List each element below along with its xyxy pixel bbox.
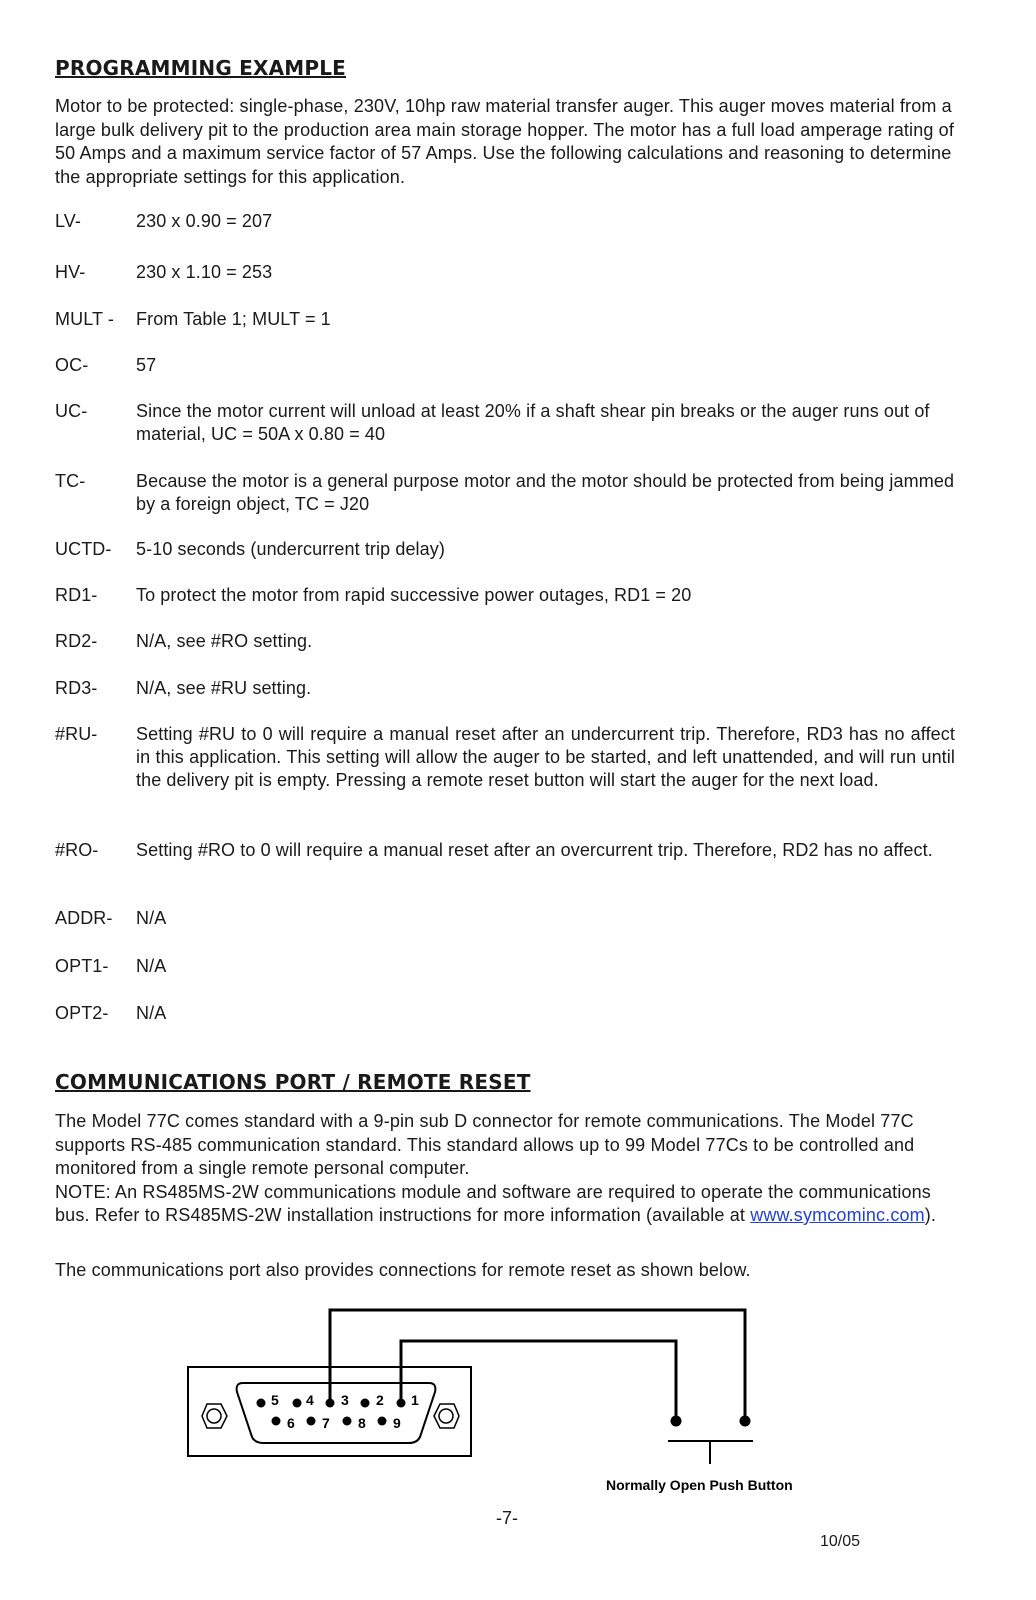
setting-text: From Table 1; MULT = 1	[136, 309, 331, 329]
pin-4-label: 4	[306, 1392, 314, 1408]
setting-label: RD2-	[55, 631, 98, 651]
pin-9-dot	[378, 1417, 387, 1426]
remote-reset-paragraph: The communications port also provides connections for remote reset as shown below.	[55, 1260, 751, 1280]
note-text: NOTE: An RS485MS-2W communications module and software are required to operate the communications bus. Refer to RS485MS-2W installation instructions for more information (available at	[55, 1181, 931, 1225]
button-contact-left	[671, 1416, 682, 1427]
communications-intro: The Model 77C comes standard with a 9-pin sub D connector for remote communications. The Model 77C supports RS-485 communication standard. This standard allows up to 99 Model 77Cs to be controlled and monitored from a single remote personal computer.	[55, 1111, 915, 1178]
setting-text: 230 x 1.10 = 253	[136, 262, 273, 282]
setting-label: OC-	[55, 355, 89, 375]
setting-text: Setting #RU to 0 will require a manual reset after an undercurrent trip. Therefore, RD3 has no affect in this application. This setting will allow the auger to be started, and left unattended, and will run until the delivery pit is empty. Pressing a remote reset button will start the auger for the next load.	[136, 724, 955, 790]
setting-text: N/A, see #RO setting.	[136, 631, 313, 651]
setting-label: RD3-	[55, 678, 98, 698]
setting-text: N/A	[136, 956, 167, 976]
communications-paragraph	[55, 1110, 955, 1228]
setting-text: Setting #RO to 0 will require a manual reset after an overcurrent trip. Therefore, RD2 has no affect.	[136, 840, 933, 860]
pin-5-label: 5	[271, 1392, 279, 1408]
setting-label: LV-	[55, 211, 81, 231]
setting-text: N/A	[136, 1003, 167, 1023]
intro-paragraph: Motor to be protected: single-phase, 230V, 10hp raw material transfer auger. This auger moves material from a large bulk delivery pit to the production area main storage hopper. The motor has a full load amperage rating of 50 Amps and a maximum service factor of 57 Amps. Use the following calculations and reasoning to determine the appropriate settings for this application.	[55, 96, 954, 187]
pin-3-label: 3	[341, 1392, 349, 1408]
pin-4-dot	[293, 1399, 302, 1408]
setting-label: UCTD-	[55, 539, 112, 559]
programming-example-heading: PROGRAMMING EXAMPLE	[55, 56, 347, 80]
pin-7-dot	[307, 1417, 316, 1426]
pin-7-label: 7	[322, 1415, 330, 1431]
pin-6-dot	[272, 1417, 281, 1426]
setting-label: #RO-	[55, 840, 99, 860]
setting-label: HV-	[55, 262, 86, 282]
pin-1-label: 1	[411, 1392, 419, 1408]
pin-6-label: 6	[287, 1415, 295, 1431]
push-button-label: Normally Open Push Button	[606, 1477, 793, 1493]
pin-8-dot	[343, 1417, 352, 1426]
setting-label: UC-	[55, 401, 88, 421]
communications-heading: COMMUNICATIONS PORT / REMOTE RESET	[55, 1070, 531, 1094]
setting-label: TC-	[55, 471, 86, 491]
setting-label: OPT1-	[55, 956, 109, 976]
setting-text: 230 x 0.90 = 207	[136, 211, 273, 231]
setting-label: ADDR-	[55, 908, 113, 928]
setting-text: Because the motor is a general purpose motor and the motor should be protected from being jammed by a foreign object, TC = J20	[136, 471, 955, 514]
note-end: ).	[924, 1205, 937, 1225]
website-link[interactable]: www.symcominc.com	[750, 1205, 925, 1225]
setting-label: MULT -	[55, 309, 114, 329]
setting-text: To protect the motor from rapid successive power outages, RD1 = 20	[136, 585, 692, 605]
pin-2-dot	[361, 1399, 370, 1408]
revision-date: 10/05	[820, 1533, 861, 1550]
page-number: -7-	[496, 1508, 518, 1528]
pin-2-label: 2	[376, 1392, 384, 1408]
setting-label: #RU-	[55, 724, 98, 744]
setting-text: 5-10 seconds (undercurrent trip delay)	[136, 539, 445, 559]
setting-label: OPT2-	[55, 1003, 109, 1023]
setting-label: RD1-	[55, 585, 98, 605]
setting-text: N/A	[136, 908, 167, 928]
remote-reset-wiring-diagram	[185, 1300, 825, 1505]
setting-text: Since the motor current will unload at least 20% if a shaft shear pin breaks or the auger runs out of material, UC = 50A x 0.80 = 40	[136, 401, 930, 444]
setting-text: 57	[136, 355, 157, 375]
pin-9-label: 9	[393, 1415, 401, 1431]
pin-8-label: 8	[358, 1415, 366, 1431]
setting-text: N/A, see #RU setting.	[136, 678, 312, 698]
button-contact-right	[740, 1416, 751, 1427]
pin-5-dot	[257, 1399, 266, 1408]
